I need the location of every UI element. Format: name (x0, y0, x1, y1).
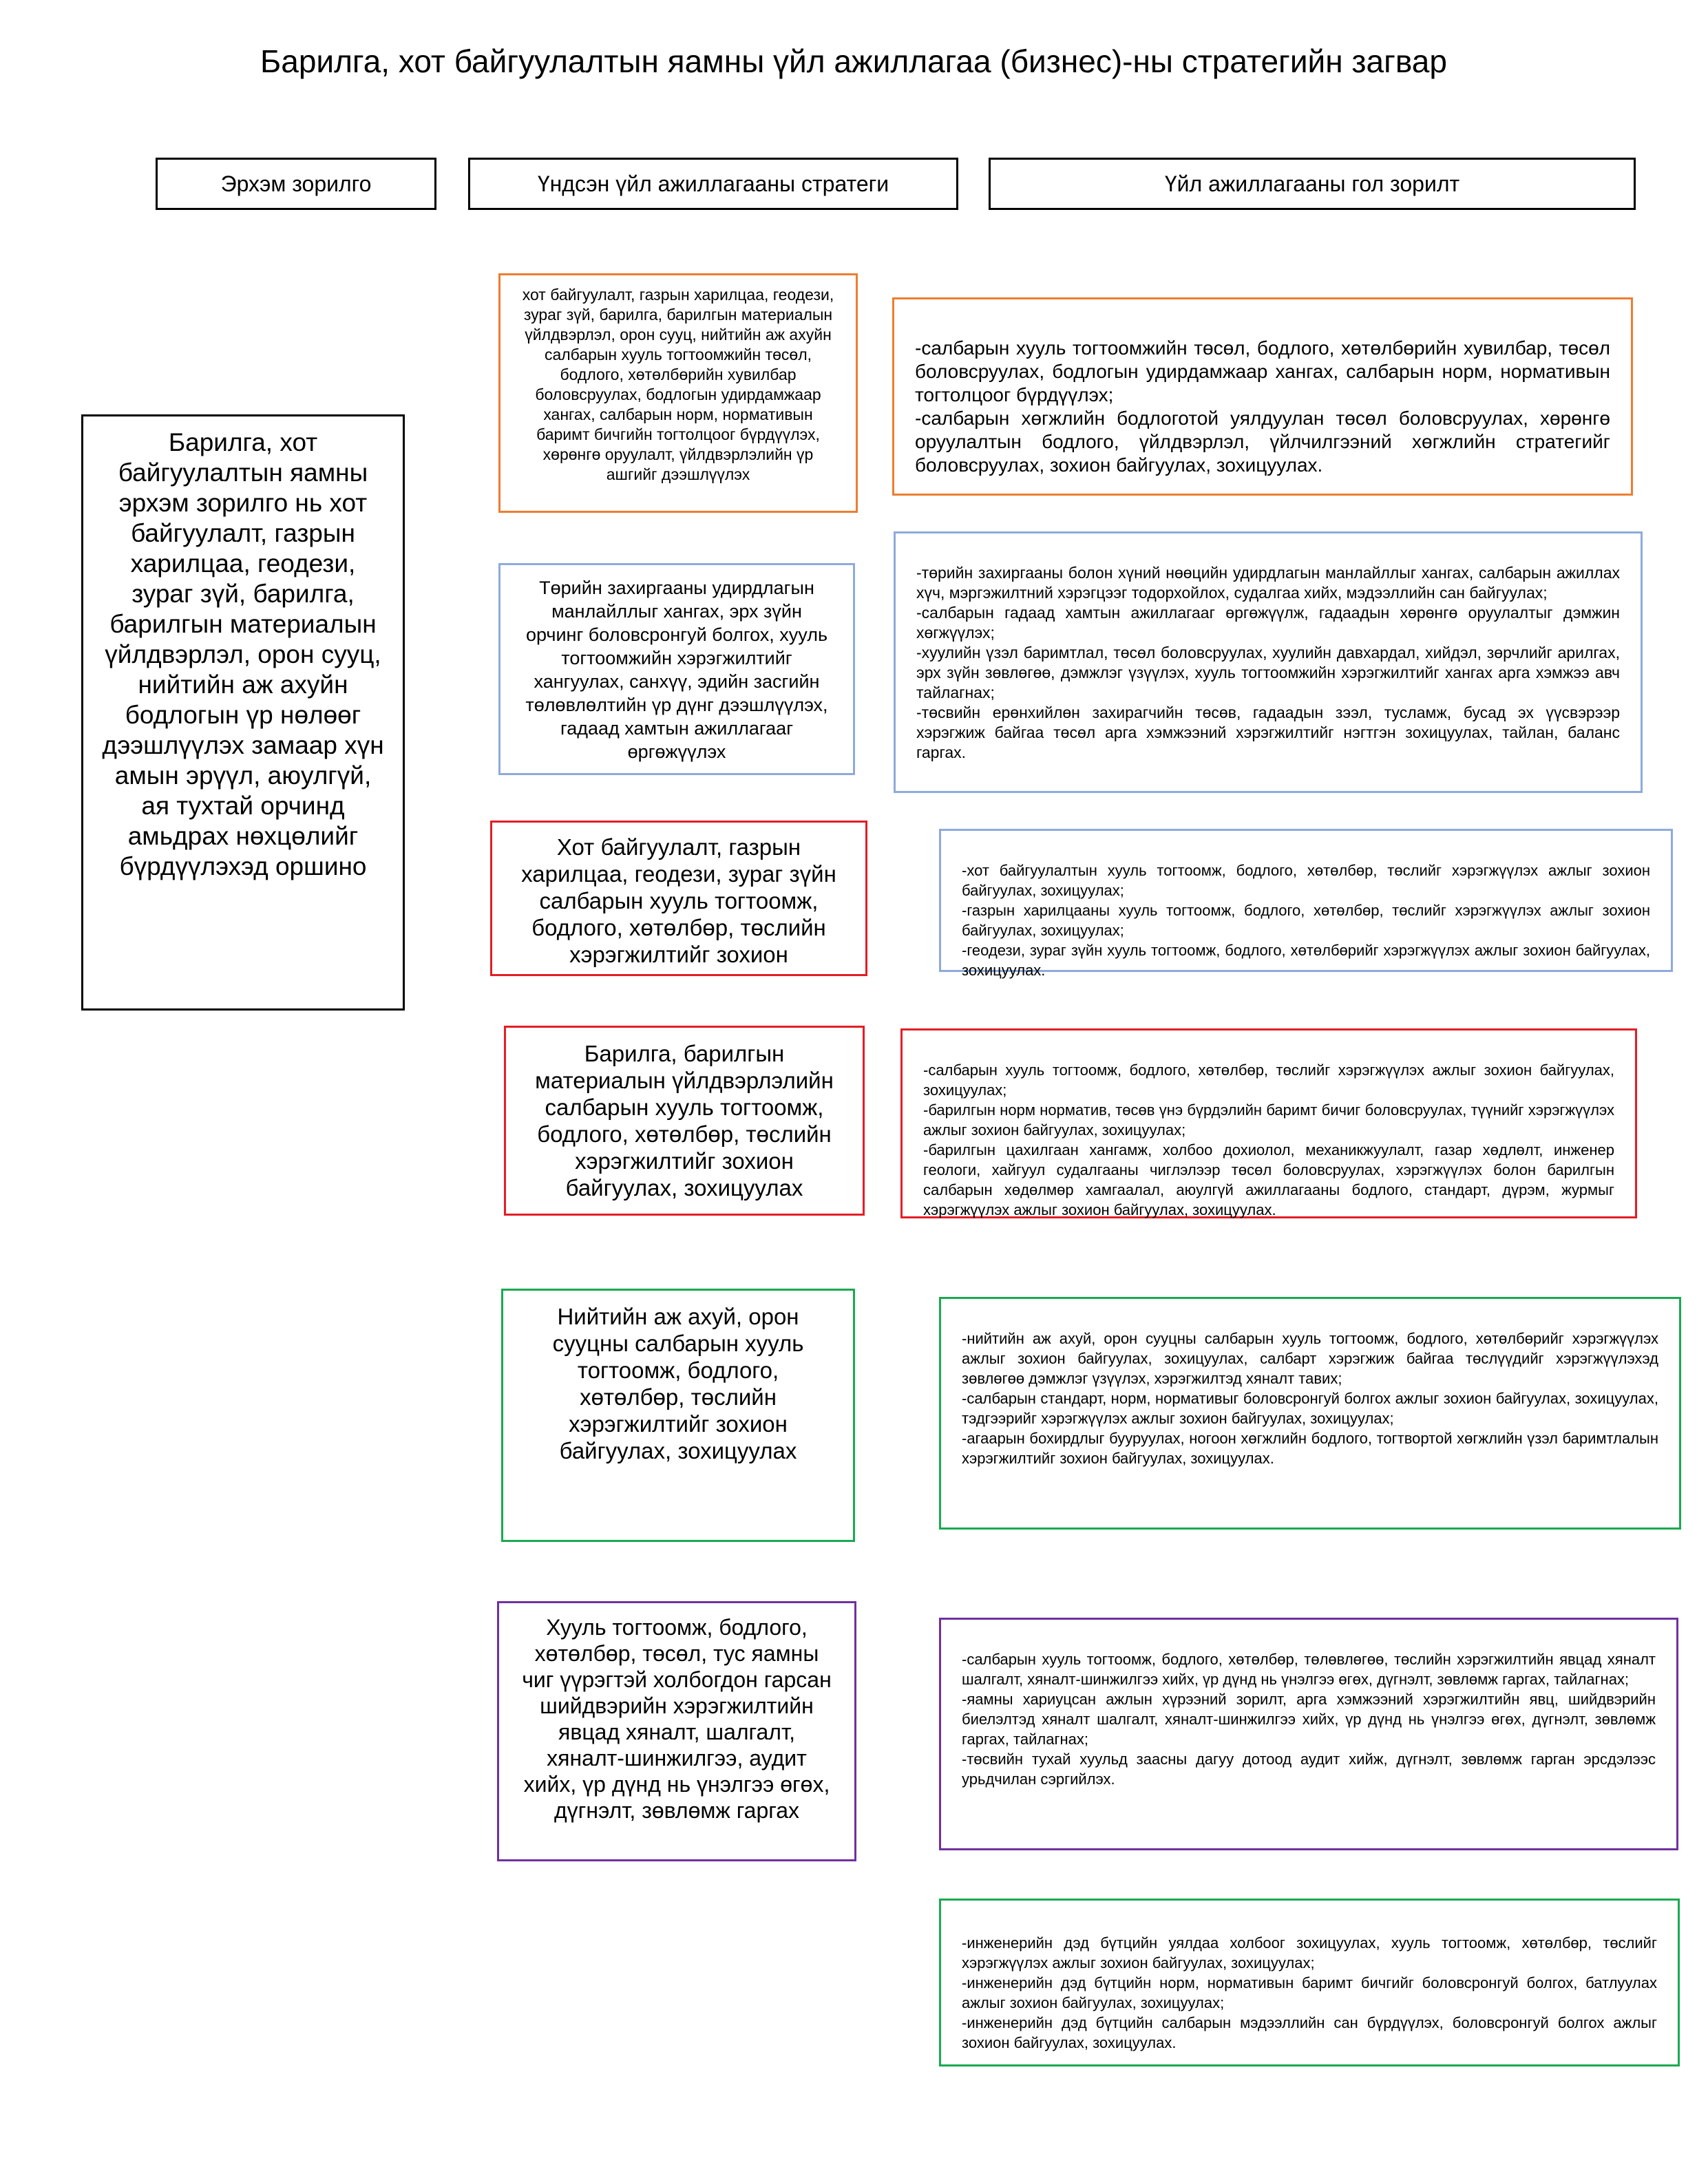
goal-text-2: -төрийн захиргааны болон хүний нөөцийн удирдлагын манлайллыг хангах, салбарын ажиллах хүч, мэргэжилтний хэрэгцээг тодорхойлох, судалгаа хийх, мэдээллийн сан байгуулах; -салбарын гадаад хамтын ажиллагааг өргөжүүлж, гадаадын хөрөнгө оруулалтыг дэмжин хөгжүүлэх; -хуулийн үзэл баримтлал, төсөл боловсруулах, хуулийн давхардал, хийдэл, зөрчлийг арилгах, эрх зүйн зөвлөгөө, дэмжлэг үзүүлэх, хууль тогтоомжийн хэрэгжилтийг хангах арга хэмжээ авч тайлагнах; -төсвийн ерөнхийлөн захирагчийн төсөв, гадаадын зээл, тусламж, бусад эх үүсвэрээр хэрэгжиж байгаа төсөл арга хэмжээний хэрэгжилтийг нэгтгэн зохицуулах, тайлан, баланс гаргах. (916, 564, 1620, 761)
goal-text-6: -салбарын хууль тогтоомж, бодлого, хөтөлбөр, төлөвлөгөө, төслийн хэрэгжилтийн явцад хяналт шалгалт, хяналт-шинжилгээ хийх, үр дүнд нь үнэлгээ өгөх, дүгнэлт, зөвлөмж гаргах, тайлагнах; -яамны хариуцсан ажлын хүрээний зорилт, арга хэмжээний хэрэгжилтийн явц, шийдвэрийн биелэлтэд хяналт шалгалт, хяналт-шинжилгээ хийх, үр дүнд нь үнэлгээ өгөх, дүгнэлт, зөвлөмж гаргах, тайлагнах; -төсвийн тухай хуульд заасны дагуу дотоод аудит хийж, дүгнэлт, зөвлөмж гарган эрсдэлээс урьдчилан сэргийлэх. (962, 1651, 1656, 1788)
goal-text-1: -салбарын хууль тогтоомжийн төсөл, бодлого, хөтөлбөрийн хувилбар, төсөл боловсруулах, бодлогын удирдамжаар хангах, салбарын норм, нормативын тогтолцоог бүрдүүлэх; -салбарын хөгжлийн бодлоготой уялдуулан төсөл боловсруулах, хөрөнгө оруулалтын бодлого, үйлдвэрлэл, үйлчилгээний хөгжлийн стратегийг боловсруулах, зохион байгуулах, зохицуулах. (915, 337, 1610, 476)
strategy-text-1: хот байгуулалт, газрын харилцаа, геодези, зураг зүй, барилга, барилгын материалын үйлдвэрлэл, орон сууц, нийтийн аж ахуйн салбарын хууль тогтоомжийн төсөл, бодлого, хөтөлбөрийн хувилбар боловсруулах, бодлогын удирдамжаар хангах, салбарын норм, нормативын баримт бичгийн тогтолцоог бүрдүүлэх, хөрөнгө оруулалт, үйлдвэрлэлийн үр ашгийг дээшлүүлэх (522, 286, 834, 483)
goal-box-6 (939, 1618, 1678, 1850)
header-strategy (468, 158, 958, 210)
strategy-box-2 (498, 563, 855, 775)
header-goals (989, 158, 1636, 210)
strategy-box-5 (501, 1289, 855, 1542)
page-title: Барилга, хот байгуулалтын яамны үйл ажиллагаа (бизнес)-ны стратегийн загвар (260, 43, 1447, 79)
mission-box (81, 414, 405, 1011)
goal-box-7 (939, 1899, 1680, 2066)
strategy-box-3 (490, 821, 867, 976)
mission-text: Барилга, хот байгуулалтын яамны эрхэм зорилго нь хот байгуулалт, газрын харилцаа, геодези, зураг зүй, барилга, барилгын материалын үйлдвэрлэл, орон сууц, нийтийн аж ахуйн бодлогын үр нөлөөг дээшлүүлэх замаар хүн амын эрүүл, аюулгүй, ая тухтай орчинд амьдрах нөхцөлийг бүрдүүлэхэд оршино (102, 428, 384, 880)
strategy-text-5: Нийтийн аж ахуй, орон сууцны салбарын хууль тогтоомж, бодлого, хөтөлбөр, төслийн хэрэгжилтийг зохион байгуулах, зохицуулах (552, 1304, 804, 1463)
strategy-text-6: Хууль тогтоомж, бодлого, хөтөлбөр, төсөл, тус яамны чиг үүрэгтэй холбогдон гарсан шийдвэрийн хэрэгжилтийн явцад хяналт, шалгалт, хяналт-шинжилгээ, аудит хийх, үр дүнд нь үнэлгээ өгөх, дүгнэлт, зөвлөмж гаргах (522, 1615, 832, 1823)
strategy-text-3: Хот байгуулалт, газрын харилцаа, геодези, зураг зүйн салбарын хууль тогтоомж, бодлого, хөтөлбөр, төслийн хэрэгжилтийг зохион (521, 834, 836, 967)
header-mission (156, 158, 436, 210)
header-goals-label: Үйл ажиллагааны гол зорилт (1164, 171, 1460, 196)
header-strategy-label: Үндсэн үйл ажиллагааны стратеги (537, 171, 889, 196)
strategy-box-1 (498, 273, 858, 513)
strategy-text-2: Төрийн захиргааны удирдлагын манлайллыг хангах, эрх зүйн орчинг боловсронгуй болгох, хууль тогтоомжийн хэрэгжилтийг хангуулах, санхүү, эдийн засгийн төлөвлөлтийн үр дүнг дээшлүүлэх, гадаад хамтын ажиллагааг өргөжүүлэх (525, 578, 828, 762)
goal-box-4 (900, 1028, 1637, 1218)
goal-text-3: -хот байгуулалтын хууль тогтоомж, бодлого, хөтөлбөр, төслийг хэрэгжүүлэх ажлыг зохион байгуулах, зохицуулах; -газрын харилцааны хууль тогтоомж, бодлого, хөтөлбөр, төслийг хэрэгжүүлэх ажлыг зохион байгуулах, зохицуулах; -геодези, зураг зүйн хууль тогтоомж, бодлого, хөтөлбөрийг хэрэгжүүлэх ажлыг зохион байгуулах, зохицуулах. (962, 862, 1650, 979)
strategy-text-4: Барилга, барилгын материалын үйлдвэрлэлийн салбарын хууль тогтоомж, бодлого, хөтөлбөр, төслийн хэрэгжилтийг зохион байгуулах, зохицуулах (535, 1041, 834, 1201)
strategy-box-6 (497, 1601, 856, 1861)
goal-text-5: -нийтийн аж ахуй, орон сууцны салбарын хууль тогтоомж, бодлого, хөтөлбөрийг хэрэгжүүлэх ажлыг зохион байгуулах, зохицуулах, салбарт хэрэгжиж байгаа төслүүдийг хэрэгжүүлэхэд зөвлөгөө дэмжлэг үзүүлэх, хэрэгжилтэд хяналт тавих; -салбарын стандарт, норм, нормативыг боловсронгуй болгох ажлыг зохион байгуулах, зохицуулах, тэдгээрийг хэрэгжүүлэх ажлыг зохион байгуулах, зохицуулах; -агаарын бохирдлыг бууруулах, ногоон хөгжлийн бодлого, тогтвортой хөгжлийн үзэл баримтлалын хэрэгжилтийг зохион байгуулах, зохицуулах. (962, 1330, 1658, 1467)
goal-box-2 (894, 531, 1643, 793)
goal-text-7: -инженерийн дэд бүтцийн уялдаа холбоог зохицуулах, хууль тогтоомж, хөтөлбөр, төслийг хэрэгжүүлэх ажлыг зохион байгуулах, зохицуулах; -инженерийн дэд бүтцийн норм, нормативын баримт бичгийг боловсронгуй болгох, батлуулах ажлыг зохион байгуулах, зохицуулах; -инженерийн дэд бүтцийн салбарын мэдээллийн сан бүрдүүлэх, боловсронгуй болгох ажлыг зохион байгуулах, зохицуулах. (962, 1934, 1657, 2051)
goal-text-4: -салбарын хууль тогтоомж, бодлого, хөтөлбөр, төслийг хэрэгжүүлэх ажлыг зохион байгуулах, зохицуулах; -барилгын норм норматив, төсөв үнэ бүрдэлийн баримт бичиг боловсруулах, түүнийг хэрэгжүүлэх ажлыг зохион байгуулах, зохицуулах; -барилгын цахилгаан хангамж, холбоо дохиолол, механикжуулалт, газар хөдлөлт, инженер геологи, хайгуул судалгааны чиглэлээр төсөл боловсруулах, хэрэгжүүлэх болон барилгын салбарын хөдөлмөр хамгаалал, аюулгүй ажиллагааны бодлого, стандарт, дүрэм, журмыг хэрэгжүүлэх ажлыг зохион байгуулах, зохицуулах. (923, 1061, 1614, 1218)
strategy-box-4 (504, 1026, 865, 1216)
goal-box-5 (939, 1297, 1681, 1530)
header-mission-label: Эрхэм зорилго (220, 171, 372, 196)
goal-box-3 (939, 829, 1673, 979)
goal-box-1 (892, 297, 1633, 496)
